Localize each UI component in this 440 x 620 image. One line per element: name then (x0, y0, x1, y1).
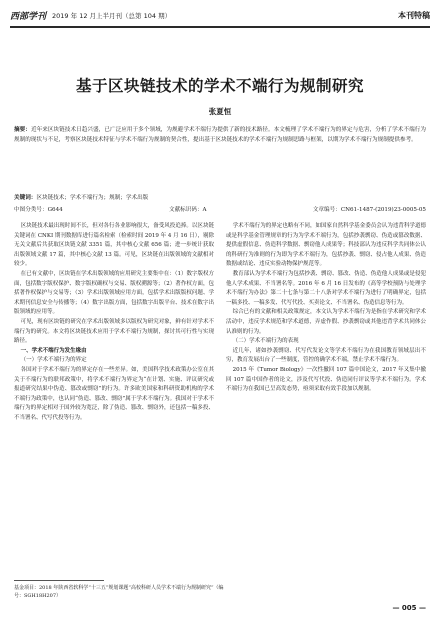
keywords-text: 区块链技术；学术不端行为；规制；学术出版 (36, 195, 149, 201)
abstract-label: 摘要： (14, 127, 31, 133)
issue-info: 2019 年 12 月上半月刊（总第 104 期） (52, 11, 172, 20)
journal-masthead: 西部学刊 (10, 11, 47, 22)
section-heading: （一）学术不端行为的界定 (20, 357, 87, 364)
keywords-label: 关键词： (14, 195, 37, 201)
section-heading: 一、学术不端行为发生缘由 (20, 347, 87, 354)
header-rule (10, 26, 430, 28)
body-paragraph: 2015 年《Tumor Biology》一次性撤回 107 篇中国论文，2017 年又集中撤回 107 篇中国作者的论文，涉及代写代投、伪造同行评议等学术不端行为。学术不端行为在我国已呈高发态势，亟须采取有效手段加以规制。 (226, 366, 426, 393)
body-paragraph: 教育部认为学术不端行为包括抄袭、剽窃、篡改、伪造、伪造他人成果或是侵犯他人学术成果、不当署名等。2016 年 6 月 16 日发布的《高等学校预防与处理学术不端行为办法》第二十七条与第二十八条对学术不端行为进行了明确界定，包括一稿多投、一稿多发、代写代投、买卖论文、不当署名、伪造信息等行为。 (226, 270, 426, 306)
body-column-left (14, 222, 214, 574)
section-tag: 本刊特稿 (398, 10, 430, 20)
page-number: — 005 — (392, 604, 426, 612)
body-paragraph: 综合已有的文献和相关政策规定，本文认为学术不端行为是指在学术研究和学术活动中，违反学术规范和学术道德，弄虚作假、抄袭剽窃或其他违背学术共同体公认准则的行为。 (226, 309, 426, 335)
footnote-rule (14, 580, 104, 581)
body-columns (14, 222, 426, 574)
page-header (10, 6, 430, 24)
header-left (10, 9, 171, 22)
clc-number: 中图分类号：G644 (14, 207, 63, 213)
document-code: 文献标识码：A (168, 207, 207, 213)
keywords (14, 193, 426, 203)
body-paragraph: 近几年，诸如抄袭剽窃、代写代发论文等学术不端行为在我国教育领域层出不穷，教育发展出台了一些制度，管控的确学术不端，禁止学术不端行为。 (226, 347, 426, 364)
footnote: 基金项目：2018 年陕西省软科学“十三五”规划课题“高校科研人员学术不端行为规制研究”（编号：SGH18H207） (14, 585, 224, 599)
abstract-text: 近年来区块链技术日趋兴盛，已广泛应用于多个领域，为规避学术不端行为提供了新的技术路径。本文梳理了学术不端行为的界定与危害，分析了学术不端行为规制的现状与不足，考察区块链技术特征与学术不端行为规制的契合性，提出基于区块链技术的学术不端行为规制思路与框架，以期为学术不端行为规制提供参考。 (14, 127, 426, 143)
body-column-right (226, 222, 426, 574)
body-paragraph: 在已有文献中，区块链在学术出版领域的应用研究主要集中在：（1）数字版权方面，包括数字版权保护、数字版权确权与交易、版权溯源等；（2）著作权方面，包括著作权保护与交易等；（3）学术出版领域应用方面，包括学术出版版权问题、学术期刊信息安全与传播等；（4）数字出版方面，包括数字出版平台、技术在数字出版领域的应用等。 (14, 270, 214, 316)
classification-line (14, 205, 426, 215)
article-number: 文章编号：CN61-1487-(2019)23-0005-05 (312, 207, 426, 213)
article-title: 基于区块链技术的学术不端行为规制研究 (75, 76, 364, 95)
body-paragraph: 可见，现有区块链的研究在学术出版领域多以版权为研究对象，鲜有针对学术不端行为的研究。本文将区块链技术应用于学术不端行为规制，探讨其可行性与实现路径。 (14, 318, 214, 345)
abstract (14, 125, 426, 187)
body-paragraph: 各国对于学术不端行为的界定存在一些差异。如，美国科学技术政策办公室在其关于不端行为的联邦政策中，将学术不端行为界定为“在计划、实施、评议研究或报道研究结果中伪造、篡改或剽窃”的行为。许多欧美国家和科研资助机构的学术不端行为政策中，也认同“伪造、篡改、剽窃”属于学术不端行为。我国对于学术不端行为的界定相对于国外较为宽泛，除了伪造、篡改、剽窃外，还包括一稿多投、不当署名、代写代投等行为。 (14, 366, 214, 421)
body-paragraph: 学术不端行为的界定也略有不同，如国家自然科学基金委员会认为违背科学道德或是科学基金管理规章的行为为学术不端行为，包括抄袭剽窃、伪造或篡改数据、提供虚假信息、伪造科学数据、剽窃他人成果等；科技部认为违反科学共同体公认的科研行为准则的行为即为学术不端行为，包括抄袭、剽窃、侵占他人成果、伪造数据或结论、违反实验动物保护规范等。 (226, 223, 426, 268)
article-author: 张夏恒 (208, 107, 232, 116)
section-heading: （二）学术不端行为的表现 (232, 338, 299, 345)
body-paragraph: 区块链技术最出现时间不长，但对各行各业影响很大，备受风投追捧。以区块链关键词在 CNKI 期刊数据库进行篇名检索（检索时间 2019 年 4 月 16 日），剔除无关文献后共获取区块链文献 3351 篇，其中核心文献 656 篇；进一步统计获取出版领域文献 17 篇，其中核心文献 13 篇。可见，区块链在出版领域的文献相对较少。 (14, 223, 214, 268)
